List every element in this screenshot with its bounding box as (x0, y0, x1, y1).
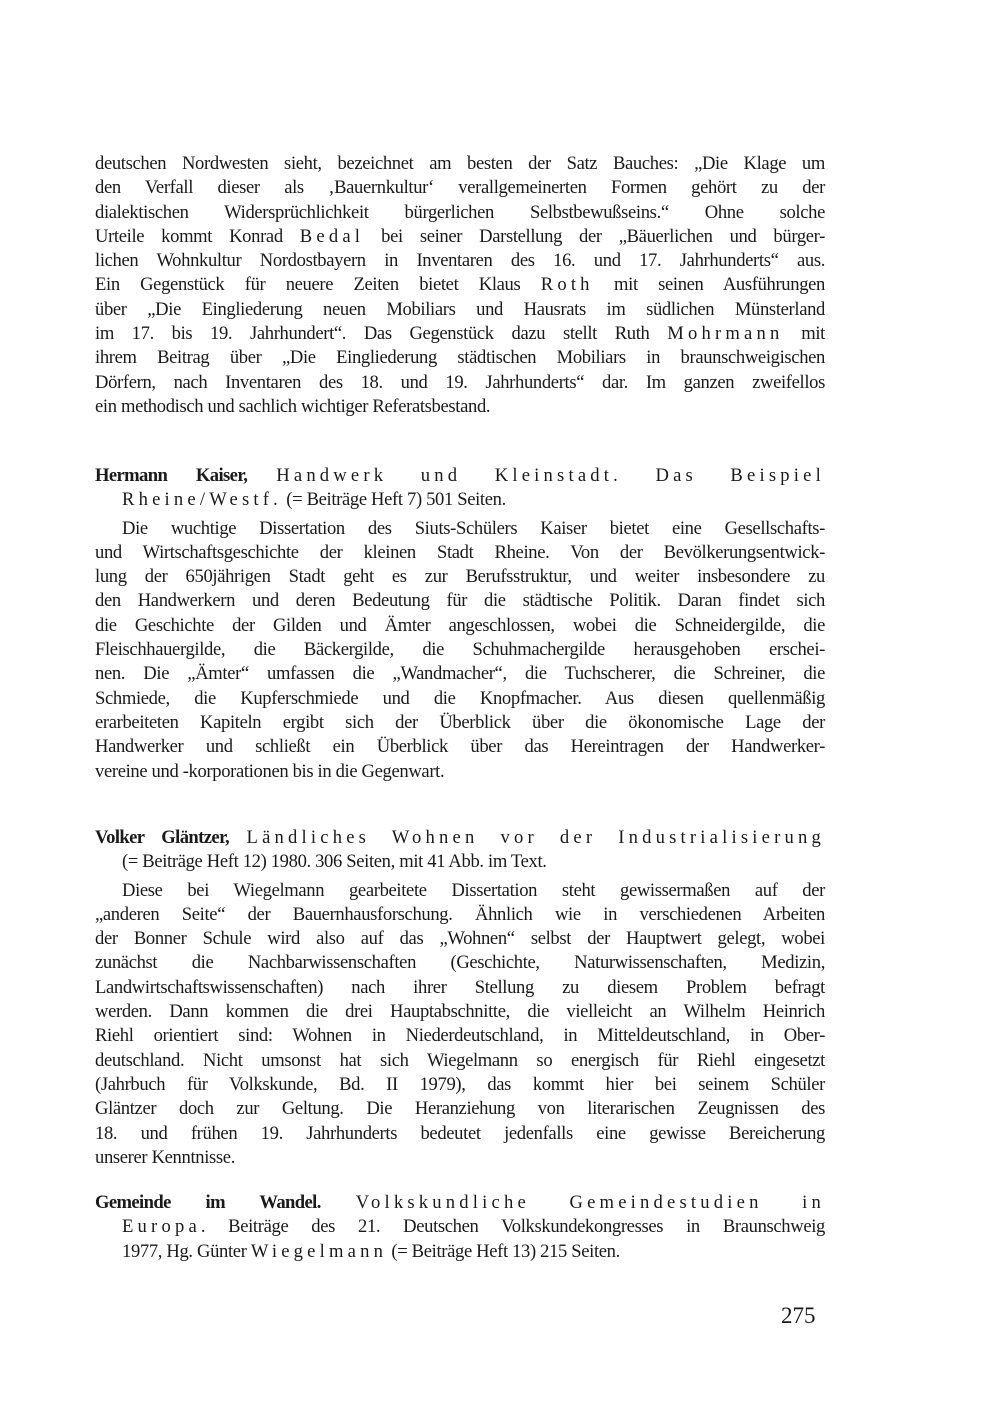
review-body-line: Riehl orientiert sind: Wohnen in Niederdeutschland, in Mitteldeutschland, in Ober- (95, 1025, 825, 1047)
text-line: ihrem Beitrag über „Die Eingliederung städtischen Mobiliars in braunschweigischen (95, 347, 825, 369)
review-body-line: Fleischhauergilde, die Bäckergilde, die Schuhmachergilde herausgehoben erschei- (95, 639, 825, 661)
review-body-line: erarbeiteten Kapiteln ergibt sich der Überblick über die ökonomische Lage der (95, 711, 825, 733)
review-heading-line (95, 826, 825, 850)
review-body-line: nen. Die „Ämter“ umfassen die „Wandmacher“, die Tuchscherer, die Schreiner, die (95, 663, 825, 685)
spaced-text: Bedal (299, 225, 365, 247)
spaced-text: Ländliches Wohnen vor der Industrialisierung (246, 827, 825, 848)
review-body-line: unserer Kenntnisse. (95, 1146, 235, 1168)
review-heading-line: 1977, Hg. Günter Wiegelmann (= Beiträge Heft 13) 215 Seiten. (122, 1240, 620, 1262)
review-heading-line (95, 1191, 825, 1215)
review-body-line: und Wirtschaftsgeschichte der kleinen Stadt Rheine. Von der Bevölkerungsentwick- (95, 541, 825, 563)
review-body-line: 18. und frühen 19. Jahrhunderts bedeutet jedenfalls eine gewisse Bereicherung (95, 1122, 825, 1144)
spaced-text: Roth (540, 274, 594, 296)
text-line: im 17. bis 19. Jahrhundert“. Das Gegenstück dazu stellt Ruth Mohrmann mit (95, 323, 825, 345)
review-heading-line: Rheine/Westf. (= Beiträge Heft 7) 501 Seiten. (122, 489, 506, 511)
review-body-line: „anderen Seite“ der Bauernhausforschung. Ähnlich wie in verschiedenen Arbeiten (95, 903, 825, 925)
spaced-text: Europa (122, 1216, 201, 1238)
review-body-line: werden. Dann kommen die drei Hauptabschnitte, die vielleicht an Wilhelm Heinrich (95, 1001, 825, 1023)
spaced-text: Handwerk und Kleinstadt. Das Beispiel (276, 465, 825, 486)
review-author: Gemeinde im Wandel. (95, 1192, 321, 1213)
text-line: lichen Wohnkultur Nordostbayern in Inventaren des 16. und 17. Jahrhunderts“ aus. (95, 250, 825, 272)
text-line: dialektischen Widersprüchlichkeit bürgerlichen Selbstbewußseins.“ Ohne solche (95, 201, 825, 223)
review-heading-line: (= Beiträge Heft 12) 1980. 306 Seiten, mit 41 Abb. im Text. (122, 851, 547, 873)
text-line: deutschen Nordwesten sieht, bezeichnet am besten der Satz Bauches: „Die Klage um (95, 153, 825, 174)
review-body-line: die Geschichte der Gilden und Ämter angeschlossen, wobei die Schneidergilde, die (95, 614, 825, 636)
review-body-line: lung der 650jährigen Stadt geht es zur Berufsstruktur, und weiter insbesondere zu (95, 566, 825, 588)
review-glaentzer (95, 826, 825, 1170)
review-body-line: (Jahrbuch für Volkskunde, Bd. II 1979), das kommt hier bei seinem Schüler (95, 1073, 825, 1095)
review-body-line: Gläntzer doch zur Geltung. Die Heranziehung von literarischen Zeugnissen des (95, 1098, 825, 1120)
review-kaiser (95, 464, 825, 784)
text-line: ein methodisch und sachlich wichtiger Referatsbestand. (95, 395, 491, 417)
page-number: 275 (781, 1303, 816, 1328)
spaced-text: Mohrmann (667, 323, 784, 345)
review-body-line: vereine und -korporationen bis in die Gegenwart. (95, 760, 445, 782)
spaced-text: Rheine/Westf. (122, 489, 282, 511)
text-line: Urteile kommt Konrad Bedal bei seiner Darstellung der „Bäuerlichen und bürger- (95, 225, 825, 247)
review-body-line: Die wuchtige Dissertation des Siuts-Schülers Kaiser bietet eine Gesellschafts- (122, 517, 825, 539)
spaced-text: Wiegelmann (250, 1240, 388, 1262)
review-body-line: Diese bei Wiegelmann gearbeitete Dissertation steht gewissermaßen auf der (122, 879, 825, 901)
review-author: Volker Gläntzer, (95, 827, 230, 848)
text-line: den Verfall dieser als ‚Bauernkultur‘ verallgemeinerten Formen gehört zu der (95, 177, 825, 199)
review-body-line: zunächst die Nachbarwissenschaften (Geschichte, Naturwissenschaften, Medizin, (95, 952, 825, 974)
review-body-line: Schmiede, die Kupferschmiede und die Knopfmacher. Aus diesen quellenmäßig (95, 687, 825, 709)
review-gemeinde (95, 1191, 825, 1264)
review-body-line: den Handwerkern und deren Bedeutung für die städtische Politik. Daran findet sich (95, 590, 825, 612)
review-body-line: der Bonner Schule wird also auf das „Wohnen“ selbst der Hauptwert gelegt, wobei (95, 928, 825, 950)
review-heading-line (95, 464, 825, 488)
review-body-line: Landwirtschaftswissenschaften) nach ihrer Stellung zu diesem Problem befragt (95, 976, 825, 998)
review-body-line: Handwerker und schließt ein Überblick über das Hereintragen der Handwerker- (95, 736, 825, 758)
text-line: Dörfern, nach Inventaren des 18. und 19. Jahrhunderts“ dar. Im ganzen zweifellos (95, 371, 825, 393)
intro-paragraph (95, 152, 825, 419)
spaced-text: Volkskundliche Gemeindestudien in (355, 1192, 825, 1213)
review-author: Hermann Kaiser, (95, 465, 248, 486)
text-line: Ein Gegenstück für neuere Zeiten bietet Klaus Roth mit seinen Ausführungen (95, 274, 825, 296)
review-heading-line: Europa. Beiträge des 21. Deutschen Volkskundekongresses in Braunschweig (122, 1216, 825, 1238)
review-body-line: deutschland. Nicht umsonst hat sich Wiegelmann so energisch für Riehl eingesetzt (95, 1049, 825, 1071)
text-line: über „Die Eingliederung neuen Mobiliars und Hausrats im südlichen Münsterland (95, 298, 825, 320)
